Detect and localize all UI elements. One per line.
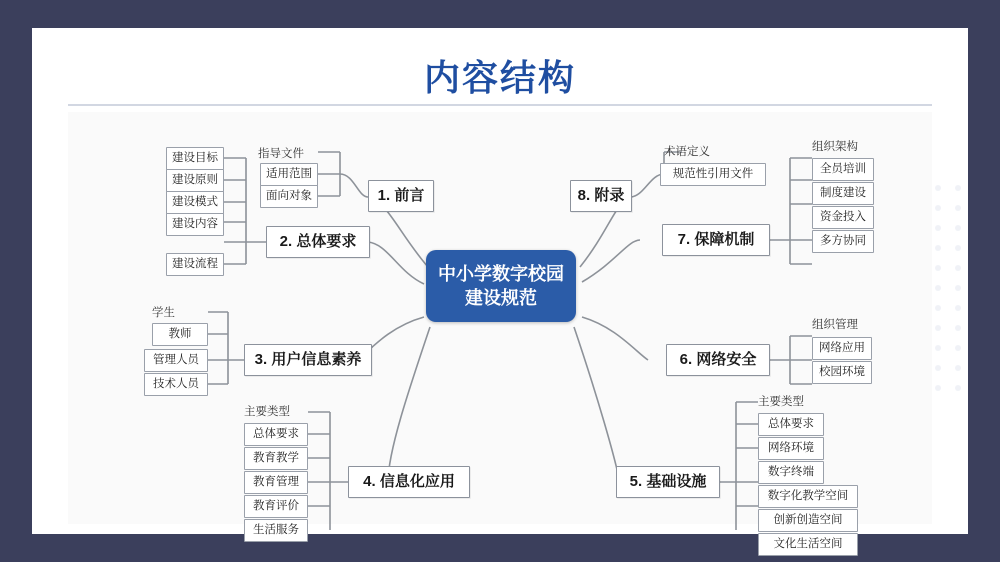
leaf-label: 建设内容 <box>172 218 218 231</box>
leaf-node-infrastructure-5[interactable] <box>758 533 858 556</box>
center-node-line2: 建设规范 <box>465 288 537 308</box>
leaf-label: 规范性引用文件 <box>672 168 754 181</box>
leaf-label: 文化生活空间 <box>773 538 843 551</box>
leaf-node-infrastructure-2[interactable] <box>758 461 824 484</box>
leaf-label: 教师 <box>168 328 192 341</box>
leaf-label: 资金投入 <box>820 211 866 224</box>
leaf-node-overall-3[interactable] <box>166 213 224 236</box>
leaf-node-infrastructure-1[interactable] <box>758 437 824 460</box>
leaf-label: 教育评价 <box>253 500 299 513</box>
leaf-node-appendix-0[interactable] <box>660 163 766 186</box>
leaf-label-literacy-header: 学生 <box>152 307 175 319</box>
leaf-label: 总体要求 <box>253 428 299 441</box>
leaf-label: 数字化教学空间 <box>767 490 849 503</box>
leaf-node-infrastructure-3[interactable] <box>758 485 858 508</box>
branch-node-preface[interactable] <box>368 180 434 212</box>
leaf-node-application-4[interactable] <box>244 519 308 542</box>
leaf-node-infrastructure-4[interactable] <box>758 509 858 532</box>
leaf-node-literacy-1[interactable] <box>144 349 208 372</box>
leaf-label-appendix-header: 术语定义 <box>664 146 710 158</box>
leaf-node-infrastructure-0[interactable] <box>758 413 824 436</box>
branch-label: 1. 前言 <box>377 186 425 204</box>
branch-node-overall[interactable] <box>266 226 370 258</box>
leaf-node-guarantee-3[interactable] <box>812 230 874 253</box>
branch-node-security[interactable] <box>666 344 770 376</box>
leaf-label: 建设流程 <box>172 258 218 271</box>
branch-label: 5. 基础设施 <box>629 472 707 490</box>
branch-label: 7. 保障机制 <box>677 230 755 248</box>
slide <box>32 28 968 551</box>
leaf-label-preface-header: 指导文件 <box>258 148 304 160</box>
leaf-label: 网络应用 <box>819 342 865 355</box>
leaf-label: 网络环境 <box>768 442 814 455</box>
leaf-node-overall-0[interactable] <box>166 147 224 170</box>
leaf-node-literacy-2[interactable] <box>144 373 208 396</box>
leaf-label: 制度建设 <box>820 187 866 200</box>
leaf-label: 建设原则 <box>172 174 218 187</box>
leaf-label: 总体要求 <box>768 418 814 431</box>
leaf-node-application-2[interactable] <box>244 471 308 494</box>
leaf-label: 教育管理 <box>253 476 299 489</box>
branch-node-application[interactable] <box>348 466 470 498</box>
leaf-label: 校园环境 <box>819 366 865 379</box>
leaf-label: 管理人员 <box>153 354 199 367</box>
mindmap-canvas <box>68 112 932 551</box>
leaf-label: 创新创造空间 <box>773 514 843 527</box>
leaf-label: 技术人员 <box>153 378 199 391</box>
leaf-label: 面向对象 <box>266 190 312 203</box>
leaf-label: 建设目标 <box>172 152 218 165</box>
leaf-node-security-1[interactable] <box>812 361 872 384</box>
leaf-node-overall-2[interactable] <box>166 191 224 214</box>
branch-label: 8. 附录 <box>577 186 625 204</box>
branch-label: 3. 用户信息素养 <box>254 350 362 368</box>
branch-node-literacy[interactable] <box>244 344 372 376</box>
leaf-label: 生活服务 <box>253 524 299 537</box>
leaf-label-infrastructure-header: 主要类型 <box>758 396 804 408</box>
leaf-node-literacy-0[interactable] <box>152 323 208 346</box>
leaf-node-application-1[interactable] <box>244 447 308 470</box>
leaf-label: 教育教学 <box>253 452 299 465</box>
leaf-label-security-header: 组织管理 <box>812 319 858 331</box>
page-title: 内容结构 <box>423 57 576 98</box>
leaf-label: 多方协同 <box>820 235 866 248</box>
leaf-label: 数字终端 <box>768 466 814 479</box>
center-node-line1: 中小学数字校园 <box>438 263 564 284</box>
branch-node-infrastructure[interactable] <box>616 466 720 498</box>
branch-node-guarantee[interactable] <box>662 224 770 256</box>
leaf-node-guarantee-0[interactable] <box>812 158 874 181</box>
leaf-label: 建设模式 <box>172 196 218 209</box>
leaf-node-security-0[interactable] <box>812 337 872 360</box>
leaf-node-preface-0[interactable] <box>260 163 318 186</box>
leaf-node-application-3[interactable] <box>244 495 308 518</box>
leaf-node-overall-1[interactable] <box>166 169 224 192</box>
leaf-label: 全员培训 <box>820 163 866 176</box>
leaf-node-guarantee-1[interactable] <box>812 182 874 205</box>
title-divider <box>68 104 932 106</box>
branch-label: 6. 网络安全 <box>679 350 757 368</box>
branch-label: 4. 信息化应用 <box>363 472 455 490</box>
branch-node-appendix[interactable] <box>570 180 632 212</box>
leaf-node-overall-4[interactable] <box>166 253 224 276</box>
leaf-label: 适用范围 <box>266 168 312 181</box>
leaf-node-guarantee-2[interactable] <box>812 206 874 229</box>
leaf-node-preface-1[interactable] <box>260 185 318 208</box>
center-node[interactable] <box>426 250 576 322</box>
branch-label: 2. 总体要求 <box>279 232 357 250</box>
leaf-node-application-0[interactable] <box>244 423 308 446</box>
leaf-label-application-header: 主要类型 <box>244 406 290 418</box>
leaf-label-guarantee-header: 组织架构 <box>812 141 858 153</box>
